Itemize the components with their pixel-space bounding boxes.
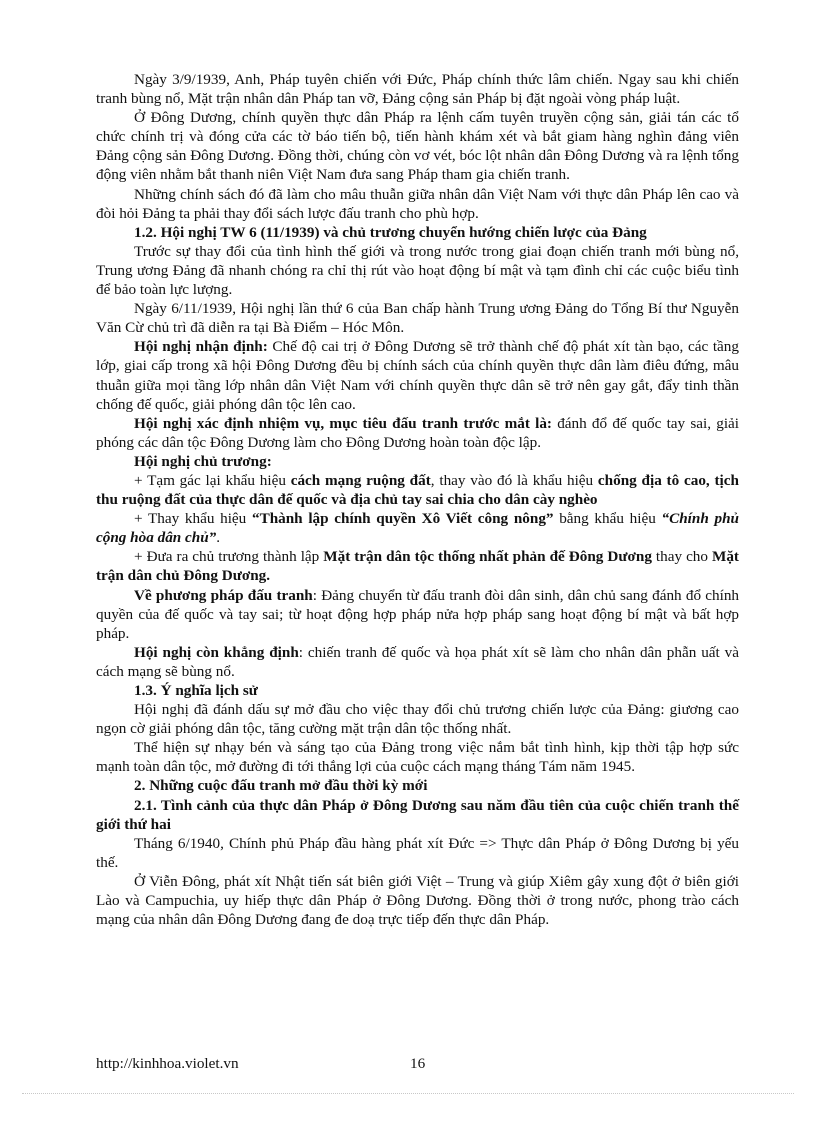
text-run: Chế độ cai trị ở Đông Dương sẽ trở thành chế độ phát xít tàn bạo, các tầng lớp, giai cấp trong xã hội Đông Dương đều bị chính sách của chính quyền thực dân làm điêu đứng, mâu thuẫn giữa mọi tầng lớp nhân dân Việt Nam với chính quyền thực dân sẽ trở nên gay gắt, đẩy tinh thần chống đế quốc, giải phóng dân tộc lên cao. — [96, 338, 739, 413]
emphasized-text: “Chính phủ cộng hòa dân chủ” — [96, 510, 739, 547]
text-run: Trước sự thay đổi của tình hình thế giới và trong nước trong giai đoạn chiến tranh mới bùng nổ, Trung ương Đảng đã nhanh chóng ra chỉ thị rút vào hoạt động bí mật và tạm đình chỉ các cuộc biểu tình để bảo toàn lực lượng. — [96, 242, 739, 299]
text-run: Ở Viễn Đông, phát xít Nhật tiến sát biên giới Việt – Trung và giúp Xiêm gây xung đột ở biên giới Lào và Campuchia, uy hiếp thực dân Pháp ở Đông Dương. Đồng thời ở trong nước, phong trào cách mạng của nhân dân Đông Dương đang đe doạ trực tiếp đến thực dân Pháp. — [96, 872, 739, 929]
emphasized-text: chống địa tô cao, tịch thu ruộng đất của thực dân đế quốc và địa chủ tay sai chia cho dân cày nghèo — [96, 471, 739, 509]
paragraph — [96, 223, 739, 242]
text-run: + Thay khẩu hiệu — [134, 510, 252, 528]
text-run: Tháng 6/1940, Chính phủ Pháp đầu hàng phát xít Đức => Thực dân Pháp ở Đông Dương bị yếu thế. — [96, 834, 739, 871]
paragraph — [96, 547, 739, 585]
paragraph — [96, 108, 739, 184]
text-run: : Đảng chuyển từ đấu tranh đòi dân sinh, dân chủ sang đánh đổ chính quyền của đế quốc và tay sai; từ hoạt động hợp pháp nửa hợp pháp sang hoạt động bí mật và bất hợp pháp. — [96, 586, 740, 642]
text-run: bằng khẩu hiệu — [553, 510, 662, 528]
text-run: : chiến tranh đế quốc và họa phát xít sẽ làm cho nhân dân phẫn uất và cách mạng sẽ bùng nổ. — [96, 643, 739, 680]
text-run: , thay vào đó là khẩu hiệu — [430, 471, 598, 489]
paragraph — [96, 337, 739, 413]
paragraph — [96, 70, 739, 108]
emphasized-text: Hội nghị còn khẳng định — [134, 643, 299, 661]
paragraph — [96, 452, 739, 471]
emphasized-text: 1.3. Ý nghĩa lịch sử — [134, 682, 258, 699]
text-run: Những chính sách đó đã làm cho mâu thuẫn giữa nhân dân Việt Nam với thực dân Pháp lên cao và đòi hỏi Đảng ta phải thay đổi sách lược đấu tranh cho phù hợp. — [96, 185, 739, 222]
paragraph — [96, 509, 739, 547]
paragraph — [96, 681, 739, 700]
document-body — [96, 70, 739, 929]
paragraph — [96, 414, 739, 452]
text-run: . — [216, 529, 221, 547]
text-run: + Tạm gác lại khẩu hiệu — [134, 471, 291, 489]
emphasized-text: 2.1. Tình cảnh của thực dân Pháp ở Đông Dương sau năm đầu tiên của cuộc chiến tranh thế giới thứ hai — [96, 796, 739, 833]
paragraph — [96, 700, 739, 738]
text-run: Ngày 3/9/1939, Anh, Pháp tuyên chiến với Đức, Pháp chính thức lâm chiến. Ngay sau khi chiến tranh bùng nổ, Mặt trận nhân dân Pháp tan vỡ, Đảng cộng sản Pháp bị đặt ngoài vòng pháp luật. — [96, 71, 739, 108]
page-bottom-divider — [22, 1093, 794, 1094]
paragraph — [96, 643, 739, 681]
paragraph — [96, 776, 739, 795]
paragraph — [96, 586, 739, 643]
text-run: thay cho — [651, 548, 712, 566]
emphasized-text: Hội nghị nhận định: — [134, 338, 268, 356]
emphasized-text: cách mạng ruộng đất — [290, 471, 431, 489]
paragraph — [96, 185, 739, 223]
emphasized-text: Hội nghị chủ trương: — [134, 452, 272, 470]
page-number: 16 — [410, 1055, 426, 1072]
emphasized-text: Mặt trận dân tộc thống nhất phản đế Đông Dương — [323, 548, 652, 566]
paragraph — [96, 471, 739, 509]
emphasized-text: Mặt trận dân chủ Đông Dương. — [96, 548, 739, 585]
text-run: Thể hiện sự nhạy bén và sáng tạo của Đảng trong việc nắm bắt tình hình, kịp thời tập hợp sức mạnh toàn dân tộc, mở đường đi tới thắng lợi của cuộc cách mạng tháng Tám năm 1945. — [96, 739, 739, 776]
paragraph — [96, 242, 739, 299]
paragraph — [96, 834, 739, 872]
text-run: Ở Đông Dương, chính quyền thực dân Pháp ra lệnh cấm tuyên truyền cộng sản, giải tán các tổ chức chính trị và đóng cửa các tờ báo tiến bộ, tiến hành khám xét và bắt giam hàng nghìn đảng viên Đảng cộng sản Đông Dương. Đồng thời, chúng còn vơ vét, bóc lột nhân dân Đông Dương và ra lệnh tổng động viên nhằm bắt thanh niên Việt Nam đưa sang Pháp tham gia chiến tranh. — [96, 109, 739, 184]
emphasized-text: Về phương pháp đấu tranh — [134, 586, 313, 604]
footer-url[interactable]: http://kinhhoa.violet.vn — [96, 1055, 239, 1072]
text-run: + Đưa ra chủ trương thành lập — [134, 548, 324, 566]
paragraph — [96, 299, 739, 337]
text-run: đánh đổ đế quốc tay sai, giải phóng các dân tộc Đông Dương làm cho Đông Dương hoàn toàn độc lập. — [96, 414, 740, 451]
paragraph — [96, 738, 739, 776]
text-run: Ngày 6/11/1939, Hội nghị lần thứ 6 của Ban chấp hành Trung ương Đảng do Tổng Bí thư Nguyễn Văn Cừ chủ trì đã diễn ra tại Bà Điểm – Hóc Môn. — [96, 300, 739, 337]
text-run: Hội nghị đã đánh dấu sự mở đầu cho việc thay đổi chủ trương chiến lược của Đảng: giương cao ngọn cờ giải phóng dân tộc, tăng cường mặt trận dân tộc thống nhất. — [96, 701, 739, 738]
paragraph — [96, 796, 739, 834]
emphasized-text: “Thành lập chính quyền Xô Viết công nông” — [251, 510, 554, 528]
paragraph — [96, 872, 739, 929]
emphasized-text: 2. Những cuộc đấu tranh mở đầu thời kỳ mới — [134, 777, 428, 795]
emphasized-text: 1.2. Hội nghị TW 6 (11/1939) và chủ trương chuyển hướng chiến lược của Đảng — [134, 223, 647, 241]
emphasized-text: Hội nghị xác định nhiệm vụ, mục tiêu đấu tranh trước mắt là: — [134, 414, 552, 432]
